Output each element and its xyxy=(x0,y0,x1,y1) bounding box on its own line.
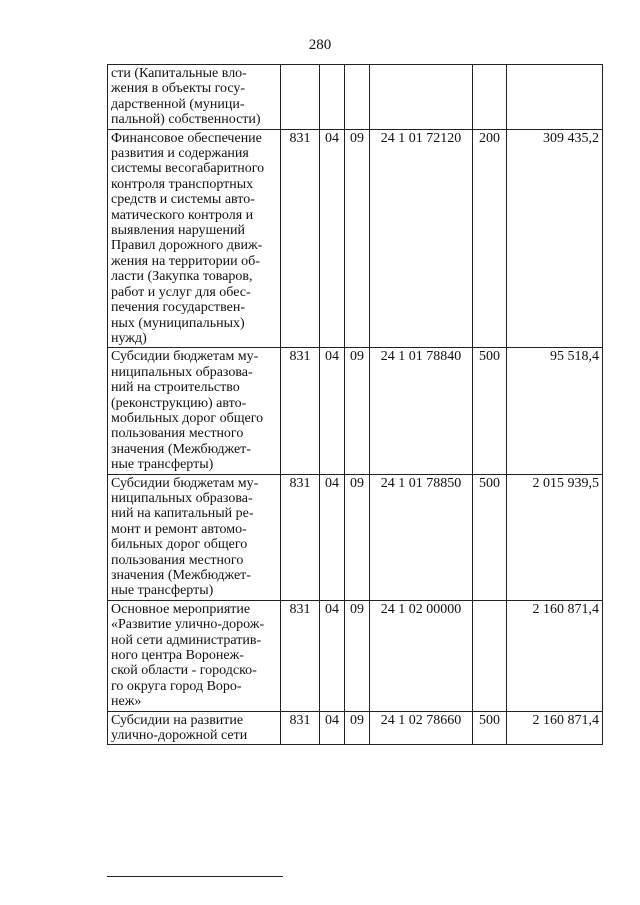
target-article-cell: 24 1 01 78840 xyxy=(370,348,473,474)
footnote-divider xyxy=(107,876,283,877)
expenditure-name-line: печения государствен- xyxy=(111,300,245,316)
expenditure-name-line: (реконструкцию) авто- xyxy=(111,395,247,411)
expenditure-name-line: значения (Межбюджет- xyxy=(111,441,251,457)
expenditure-name-line: нужд) xyxy=(111,330,147,346)
target-article-cell: 24 1 01 72120 xyxy=(370,129,473,348)
expenditure-name-line: ного центра Воронеж- xyxy=(111,648,244,664)
ministry-code-cell: 831 xyxy=(281,474,320,600)
expenditure-name-line: пользования местного xyxy=(111,552,244,568)
expenditure-name-line: ний на строительство xyxy=(111,380,240,396)
expenditure-name-cell xyxy=(108,65,281,130)
ministry-code-cell: 831 xyxy=(281,348,320,474)
expenditure-name-line: значения (Межбюджет- xyxy=(111,568,251,583)
amount-cell: 2 015 939,5 xyxy=(507,474,603,600)
expenditure-name-line: пользования местного xyxy=(111,426,244,442)
expenditure-name-line: «Развитие улично-дорож- xyxy=(111,617,265,633)
subsection-code-cell: 09 xyxy=(345,711,370,745)
section-code-cell: 04 xyxy=(320,129,345,348)
expenditure-name-line: контроля транспортных xyxy=(111,176,254,192)
target-article-cell: 24 1 02 00000 xyxy=(370,600,473,711)
expenditure-name-line: жения на территории об- xyxy=(111,253,260,269)
expenditure-name-cell xyxy=(108,600,281,711)
table-row xyxy=(108,348,603,474)
expenditure-name-line: дарственной (муници- xyxy=(111,96,245,112)
expenditure-name-line: ной сети административ- xyxy=(111,632,262,648)
expenditure-name-line: выявления нарушений xyxy=(111,223,245,239)
amount-cell: 309 435,2 xyxy=(507,129,603,348)
expenditure-name-cell xyxy=(108,711,281,745)
amount-cell: 2 160 871,4 xyxy=(507,600,603,711)
expenditure-name-cell xyxy=(108,348,281,474)
expenditure-name-line: матического контроля и xyxy=(111,207,254,223)
target-article-cell: 24 1 02 78660 xyxy=(370,711,473,745)
expenditure-name-line: улично-дорожной сети xyxy=(111,728,248,744)
expenditure-name-line: ний на капитальный ре- xyxy=(111,506,254,522)
section-code-cell xyxy=(320,65,345,130)
expenditure-name-line: ные трансферты) xyxy=(111,583,214,599)
expenditure-name-line: Субсидии бюджетам му- xyxy=(111,349,259,365)
expenditure-name-line: ской области - городско- xyxy=(111,663,257,679)
expenditure-name-cell xyxy=(108,129,281,348)
subsection-code-cell: 09 xyxy=(345,129,370,348)
amount-cell: 95 518,4 xyxy=(507,348,603,474)
table-row xyxy=(108,711,603,745)
expenditure-name-line: системы весогабаритного xyxy=(111,161,265,177)
ministry-code-cell: 831 xyxy=(281,711,320,745)
expenditure-name-line: средств и системы авто- xyxy=(111,192,255,208)
expense-type-cell: 500 xyxy=(473,348,507,474)
ministry-code-cell xyxy=(281,65,320,130)
subsection-code-cell xyxy=(345,65,370,130)
expenditure-name-line: Основное мероприятие xyxy=(111,601,251,617)
expenditure-name-line: Субсидии на развитие xyxy=(111,712,244,728)
subsection-code-cell: 09 xyxy=(345,348,370,474)
table-row xyxy=(108,600,603,711)
expenditure-name-line: развития и содержания xyxy=(111,146,249,162)
table-body xyxy=(108,65,603,745)
table-row xyxy=(108,65,603,130)
section-code-cell: 04 xyxy=(320,600,345,711)
expenditure-name-line: неж» xyxy=(111,694,142,710)
expenditure-name-line: ные трансферты) xyxy=(111,457,214,473)
target-article-cell: 24 1 01 78850 xyxy=(370,474,473,600)
expense-type-cell: 500 xyxy=(473,711,507,745)
expenditure-name-line: Финансовое обеспечение xyxy=(111,130,262,146)
budget-table xyxy=(107,64,603,745)
expense-type-cell: 500 xyxy=(473,474,507,600)
expenditure-name-line: ных (муниципальных) xyxy=(111,315,245,331)
subsection-code-cell: 09 xyxy=(345,600,370,711)
expenditure-name-line: го округа город Воро- xyxy=(111,678,242,694)
expenditure-name-line: мобильных дорог общего xyxy=(111,410,264,426)
target-article-cell xyxy=(370,65,473,130)
section-code-cell: 04 xyxy=(320,348,345,474)
expenditure-name-line: ниципальных образова- xyxy=(111,490,253,506)
expenditure-name-line: ласти (Закупка товаров, xyxy=(111,269,253,285)
expenditure-name-line: ниципальных образова- xyxy=(111,364,253,380)
expense-type-cell: 200 xyxy=(473,129,507,348)
expenditure-name-cell xyxy=(108,474,281,600)
expenditure-name-line: работ и услуг для обес- xyxy=(111,284,251,300)
expenditure-name-line: пальной) собственности) xyxy=(111,112,261,128)
ministry-code-cell: 831 xyxy=(281,129,320,348)
expense-type-cell xyxy=(473,65,507,130)
expenditure-name-line: монт и ремонт автомо- xyxy=(111,521,247,537)
ministry-code-cell: 831 xyxy=(281,600,320,711)
expense-type-cell xyxy=(473,600,507,711)
section-code-cell: 04 xyxy=(320,711,345,745)
amount-cell xyxy=(507,65,603,130)
expenditure-name-line: Правил дорожного движ- xyxy=(111,238,263,254)
subsection-code-cell: 09 xyxy=(345,474,370,600)
expenditure-name-line: сти (Капитальные вло- xyxy=(111,66,247,81)
expenditure-name-line: бильных дорог общего xyxy=(111,537,248,553)
table-row xyxy=(108,474,603,600)
amount-cell: 2 160 871,4 xyxy=(507,711,603,745)
page-number: 280 xyxy=(308,37,332,53)
section-code-cell: 04 xyxy=(320,474,345,600)
table-row xyxy=(108,129,603,348)
expenditure-name-line: жения в объекты госу- xyxy=(111,81,246,97)
expenditure-name-line: Субсидии бюджетам му- xyxy=(111,475,259,491)
